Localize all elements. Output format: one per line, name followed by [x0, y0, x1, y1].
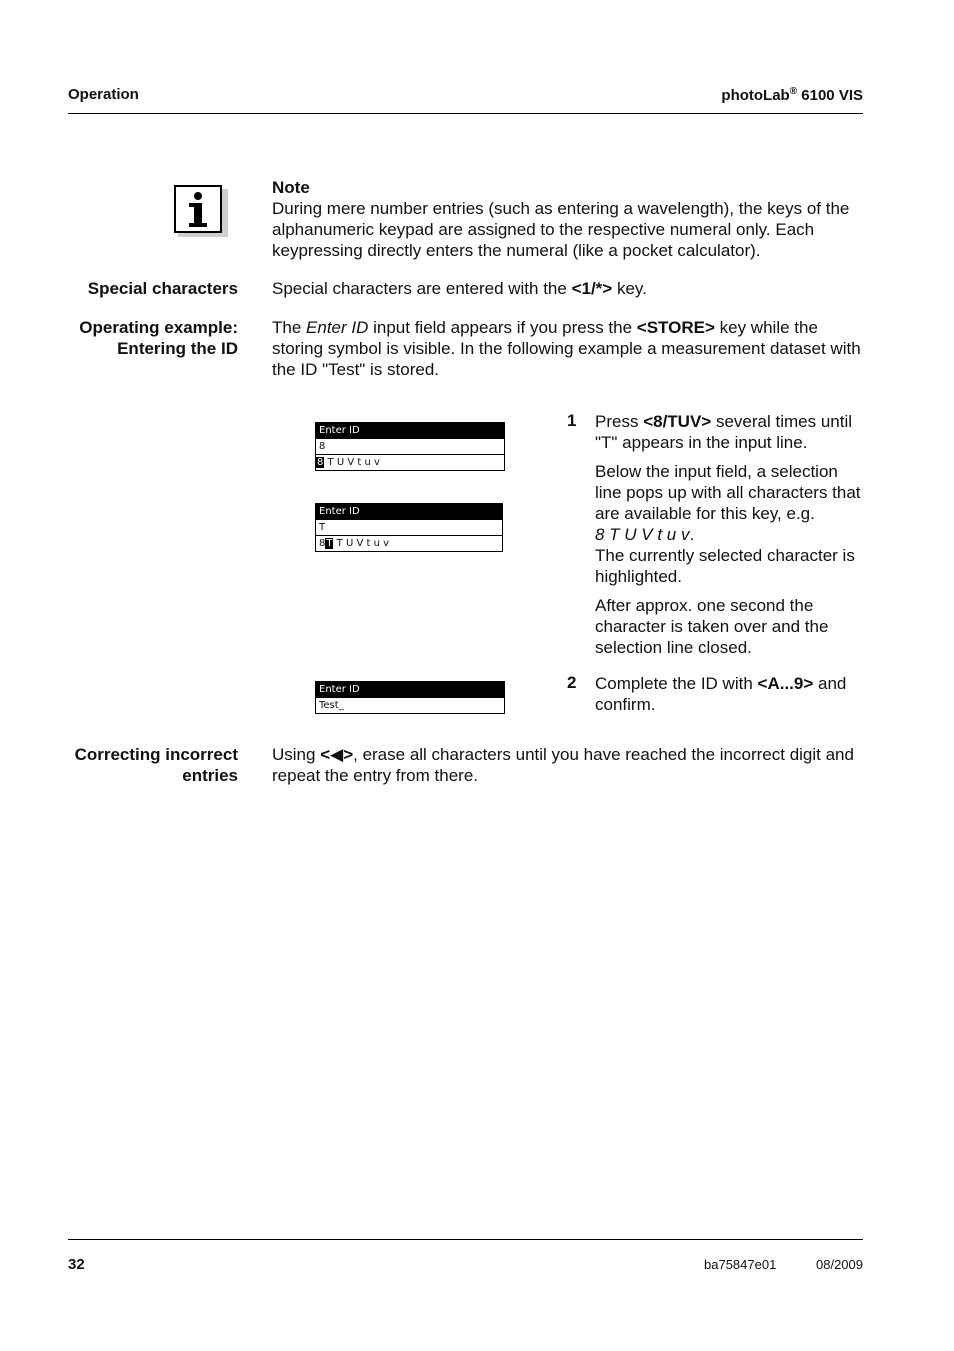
label-line: Correcting incorrect [74, 745, 238, 764]
special-characters-text [272, 278, 864, 299]
lcd-selection-chars: T U V t u v [333, 538, 390, 549]
document-number: ba75847e01 [704, 1257, 777, 1272]
label-line: entries [182, 766, 238, 785]
lcd-input-line: T [316, 519, 502, 535]
key-left-arrow: <◀> [320, 745, 354, 764]
lcd-selection-line [316, 454, 504, 470]
key-8-tuv: <8/TUV> [643, 412, 712, 431]
header-rule [68, 113, 863, 114]
text: Complete the ID with [595, 674, 758, 693]
text: key while the storing symbol is visible. In the following example a measurement dataset with the ID "Test" is stored. [272, 318, 861, 379]
step-2-text [595, 673, 863, 723]
page-number: 32 [68, 1256, 85, 1273]
label-line: Operating example: [79, 318, 238, 337]
lcd-selection-prefix: 8 [319, 538, 326, 549]
text: Special characters are entered with the [272, 279, 572, 298]
lcd-input-line: 8 [316, 438, 504, 454]
text: , erase all characters until you have reached the incorrect digit and repeat the entry from there. [272, 745, 854, 785]
key-1-star: <1/*> [571, 279, 613, 298]
running-header-product [721, 86, 863, 104]
note-heading: Note [272, 178, 310, 197]
step-1-text [595, 411, 863, 666]
text: Using [272, 745, 321, 764]
info-icon [174, 185, 228, 237]
key-a-9: <A...9> [757, 674, 814, 693]
example-chars: 8 T U V t u v [595, 525, 690, 544]
step-number: 1 [567, 411, 577, 430]
operating-example-text [272, 317, 864, 380]
lcd-display-3 [315, 681, 505, 714]
text: several times until "T" appears in the input line. [595, 412, 853, 452]
text: Press [595, 412, 644, 431]
lcd-display-1 [315, 422, 505, 471]
text: The currently selected character is highlighted. [595, 546, 855, 586]
text: and confirm. [595, 674, 847, 714]
lcd-display-2 [315, 503, 503, 552]
running-header-section: Operation [68, 86, 139, 103]
text: The [272, 318, 307, 337]
registered-mark: ® [789, 86, 798, 97]
correcting-entries-text [272, 744, 864, 786]
lcd-title: Enter ID [316, 504, 502, 519]
lcd-highlight: T [326, 538, 333, 549]
text: key. [612, 279, 647, 298]
correcting-entries-label [38, 744, 238, 786]
lcd-title: Enter ID [316, 682, 504, 697]
text: Below the input field, a selection line pops up with all characters that are available for this key, e.g. [595, 462, 861, 523]
field-name: Enter ID [306, 318, 369, 337]
brand: photoLab [721, 87, 790, 104]
special-characters-label: Special characters [87, 279, 238, 298]
note-block [272, 177, 864, 261]
text: . [689, 525, 695, 544]
lcd-highlight: 8 [317, 457, 324, 468]
lcd-selection-chars: T U V t u v [324, 457, 380, 468]
model: 6100 VIS [797, 87, 863, 104]
step-number: 2 [567, 673, 577, 692]
footer-rule [68, 1239, 863, 1240]
note-text: During mere number entries (such as entering a wavelength), the keys of the alphanumeric keypad are assigned to the respective numeral only. Each keypressing directly enters the numeral (like a pocket calculator). [272, 199, 850, 260]
step-paragraph [595, 411, 863, 453]
lcd-input-line: Test_ [316, 697, 504, 713]
label-line: Entering the ID [117, 339, 238, 358]
document-date: 08/2009 [816, 1257, 863, 1272]
step-paragraph: After approx. one second the character is taken over and the selection line closed. [595, 596, 829, 657]
step-paragraph [595, 673, 863, 715]
lcd-selection-line [316, 535, 502, 551]
text: input field appears if you press the [368, 318, 637, 337]
operating-example-label [38, 317, 238, 359]
step-paragraph [595, 461, 863, 587]
lcd-title: Enter ID [316, 423, 504, 438]
key-store: <STORE> [636, 318, 715, 337]
